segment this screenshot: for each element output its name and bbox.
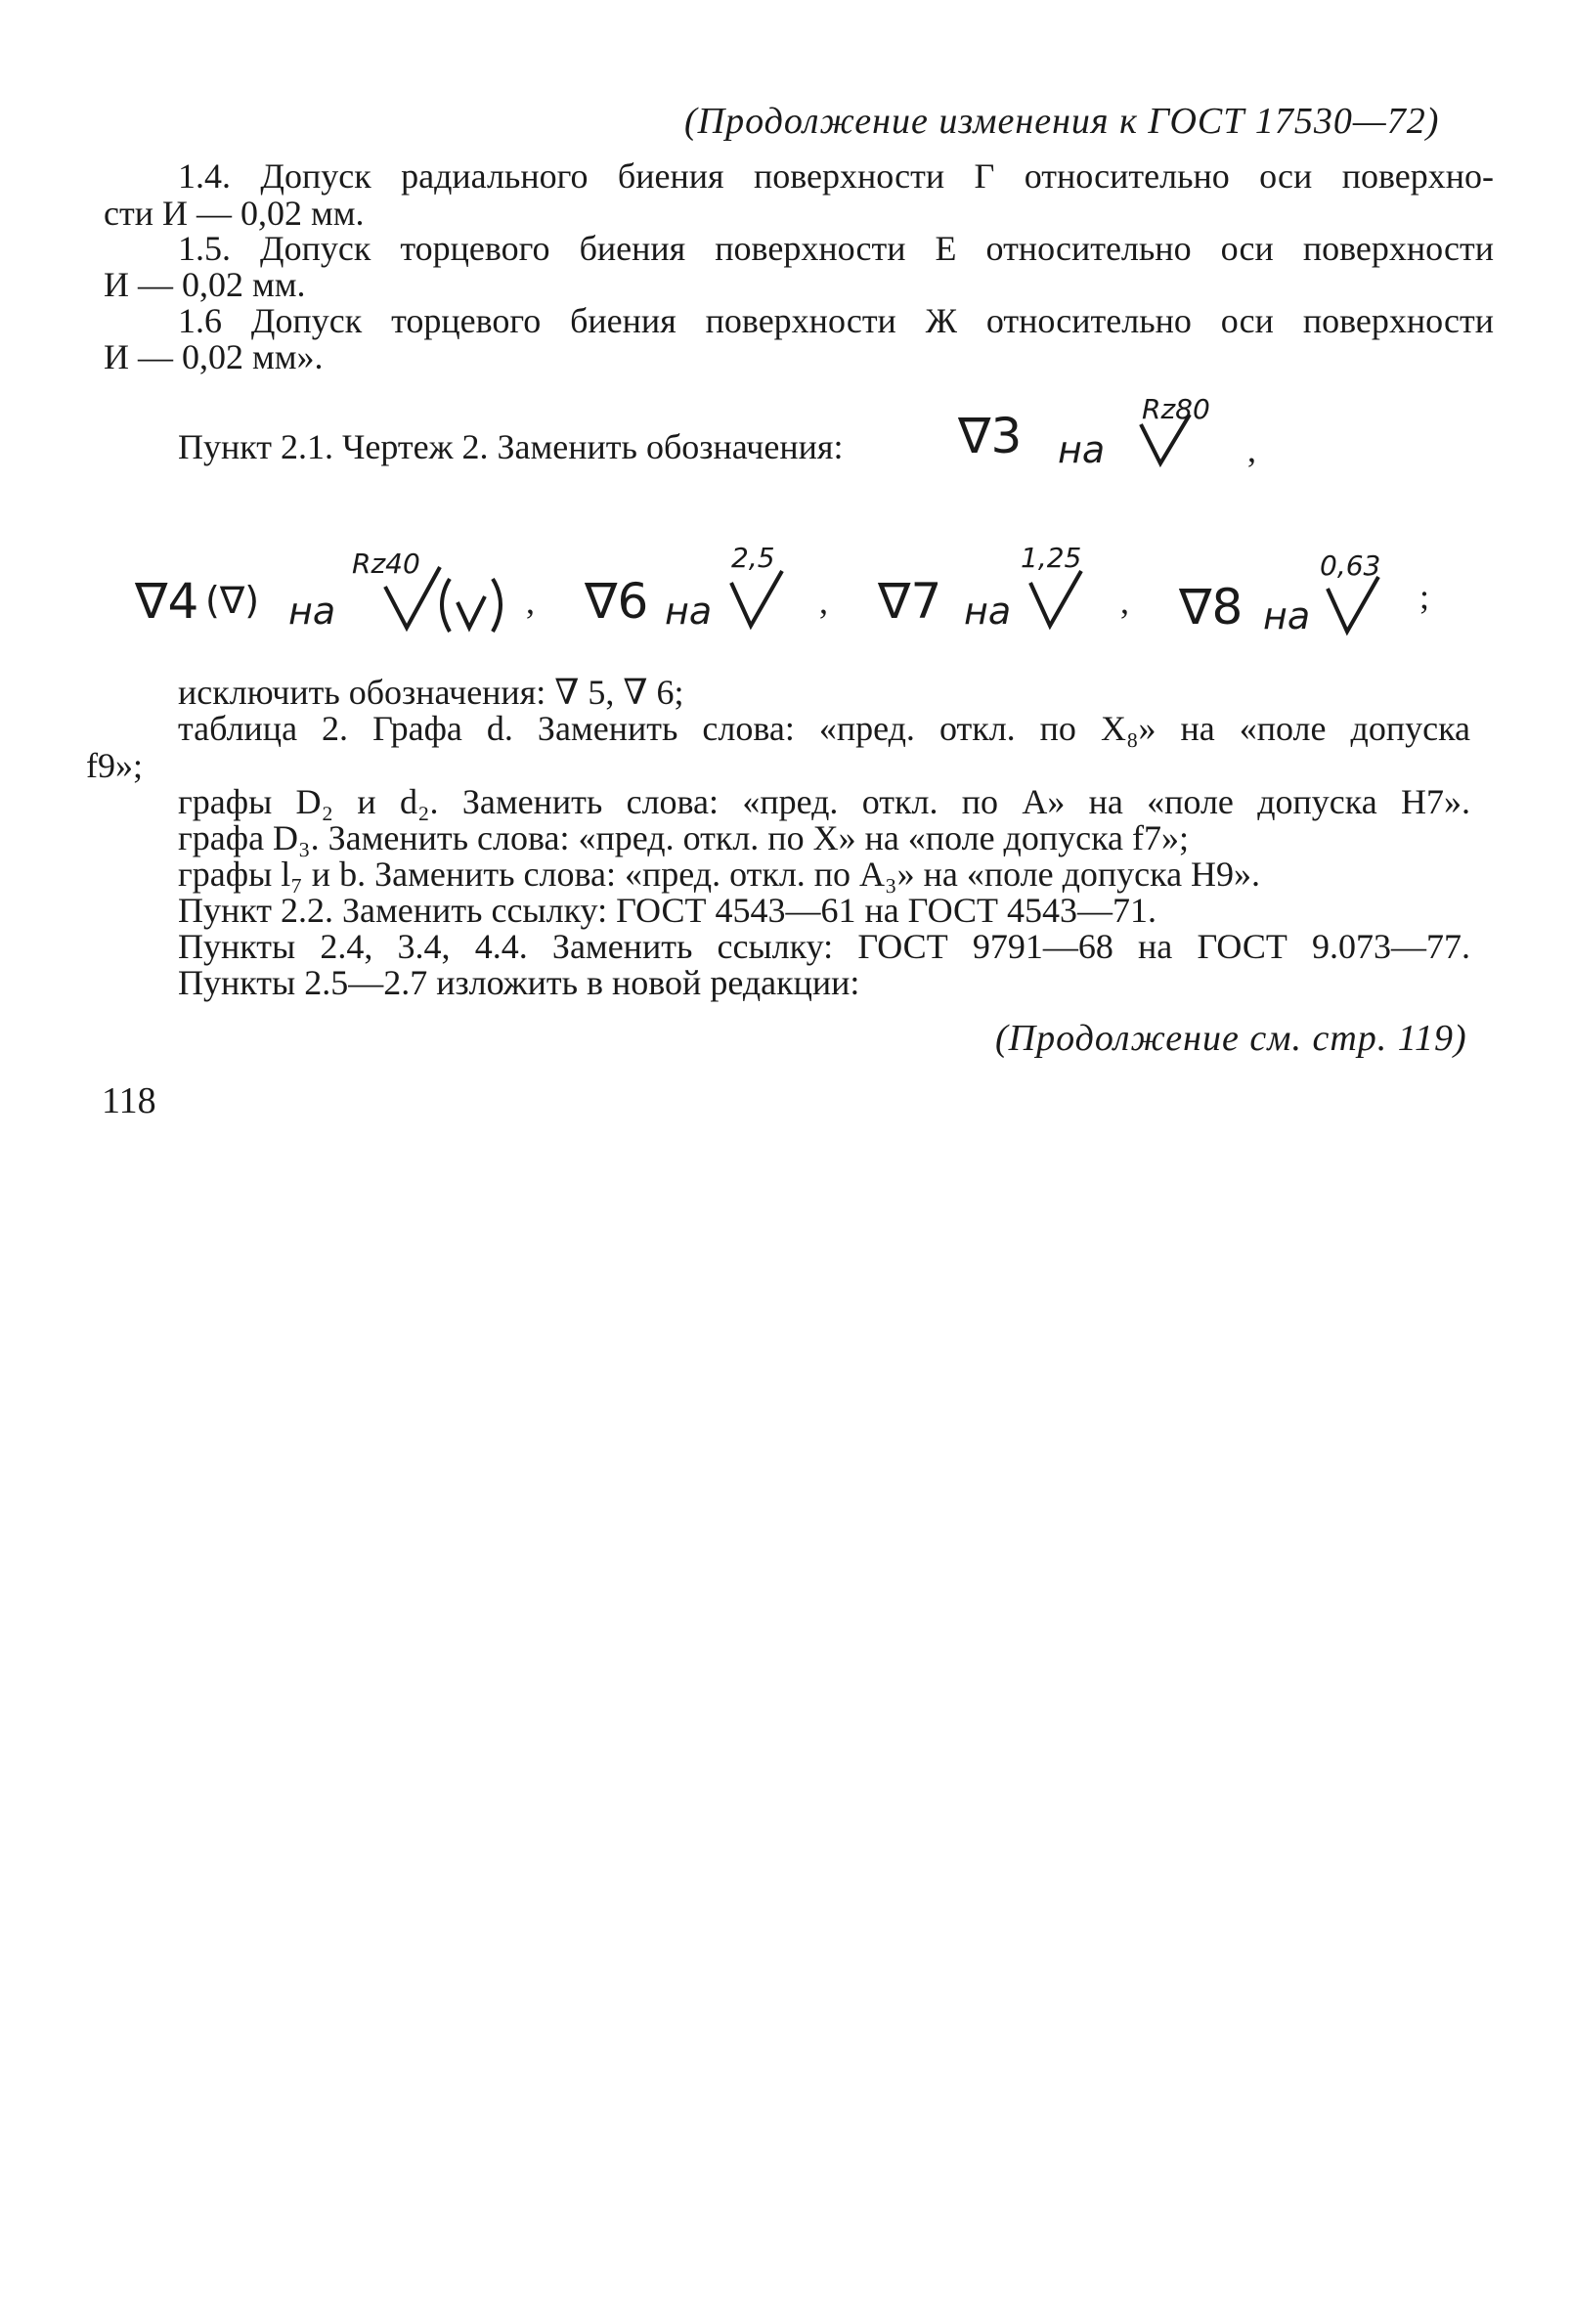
table2-line-2: f9»; (86, 746, 143, 785)
exclude-designations: исключить обозначения: ∇ 5, ∇ 6; (178, 673, 684, 712)
separator-comma: , (526, 582, 535, 621)
new-symbol-label-2-5: 2,5 (731, 542, 775, 574)
new-symbol-label-1-25: 1,25 (1021, 542, 1082, 574)
separator-semicolon: ; (1419, 577, 1430, 616)
old-symbol-8: ∇8 (1179, 579, 1244, 636)
roughness-check-icon (383, 573, 442, 632)
old-symbol-6: ∇6 (585, 573, 649, 630)
continuation-header: (Продолжение изменения к ГОСТ 17530—72) (684, 101, 1440, 142)
point-2-1-intro: Пункт 2.1. Чертеж 2. Заменить обозначения: (178, 427, 844, 466)
item-1-4-line-1: 1.4. Допуск радиального биения поверхности Г относительно оси поверхно- (178, 156, 1494, 196)
roughness-check-icon (1028, 577, 1087, 632)
grafa-D3-line: графа D₃. Заменить слова: «пред. откл. по X» на «поле допуска f7»; (178, 818, 1190, 857)
roughness-check-icon (1139, 420, 1198, 469)
new-symbol-label-rz40: Rz40 (352, 548, 420, 580)
points-2-4-line: Пункты 2.4, 3.4, 4.4. Заменить ссылку: ГОСТ 9791—68 на ГОСТ 9.073—77. (178, 927, 1470, 966)
word-na: на (964, 590, 1012, 633)
item-1-5-line-1: 1.5. Допуск торцевого биения поверхности Е относительно оси поверхности (178, 229, 1494, 268)
item-1-5-line-2: И — 0,02 мм. (104, 265, 306, 304)
word-na: на (288, 590, 336, 633)
roughness-check-paren-icon (438, 577, 506, 636)
points-2-5-line: Пункты 2.5—2.7 изложить в новой редакции: (178, 963, 860, 1002)
word-na: на (665, 590, 713, 633)
separator-comma: , (819, 582, 828, 621)
item-1-6-line-1: 1.6 Допуск торцевого биения поверхности Ж относительно оси поверхности (178, 301, 1494, 340)
word-na: на (1263, 594, 1311, 637)
roughness-check-icon (1326, 583, 1384, 637)
separator-comma: , (1247, 430, 1256, 469)
page-number: 118 (102, 1080, 156, 1121)
grafy-D2-line: графы D₂ и d₂. Заменить слова: «пред. откл. по А» на «поле допуска H7». (178, 782, 1470, 821)
new-symbol-label-0-63: 0,63 (1320, 549, 1381, 582)
old-symbol-3: ∇3 (958, 408, 1023, 464)
roughness-check-icon (729, 577, 788, 632)
point-2-2-line: Пункт 2.2. Заменить ссылку: ГОСТ 4543—61 на ГОСТ 4543—71. (178, 891, 1157, 930)
old-symbol-7: ∇7 (878, 573, 942, 630)
separator-comma: , (1120, 582, 1129, 621)
item-1-4-line-2: сти И — 0,02 мм. (104, 194, 365, 233)
grafy-l7-line: графы l₇ и b. Заменить слова: «пред. откл. по А₃» на «поле допуска H9». (178, 855, 1261, 894)
old-symbol-4: ∇4 (135, 573, 199, 630)
old-symbol-4-paren: (∇) (205, 579, 260, 622)
new-symbol-label-rz80: Rz80 (1142, 393, 1210, 425)
word-na: на (1058, 428, 1106, 471)
item-1-6-line-2: И — 0,02 мм». (104, 337, 324, 376)
table2-line-1: таблица 2. Графа d. Заменить слова: «пред. откл. по X₈» на «поле допуска (178, 709, 1470, 748)
continuation-footer: (Продолжение см. стр. 119) (995, 1018, 1467, 1059)
